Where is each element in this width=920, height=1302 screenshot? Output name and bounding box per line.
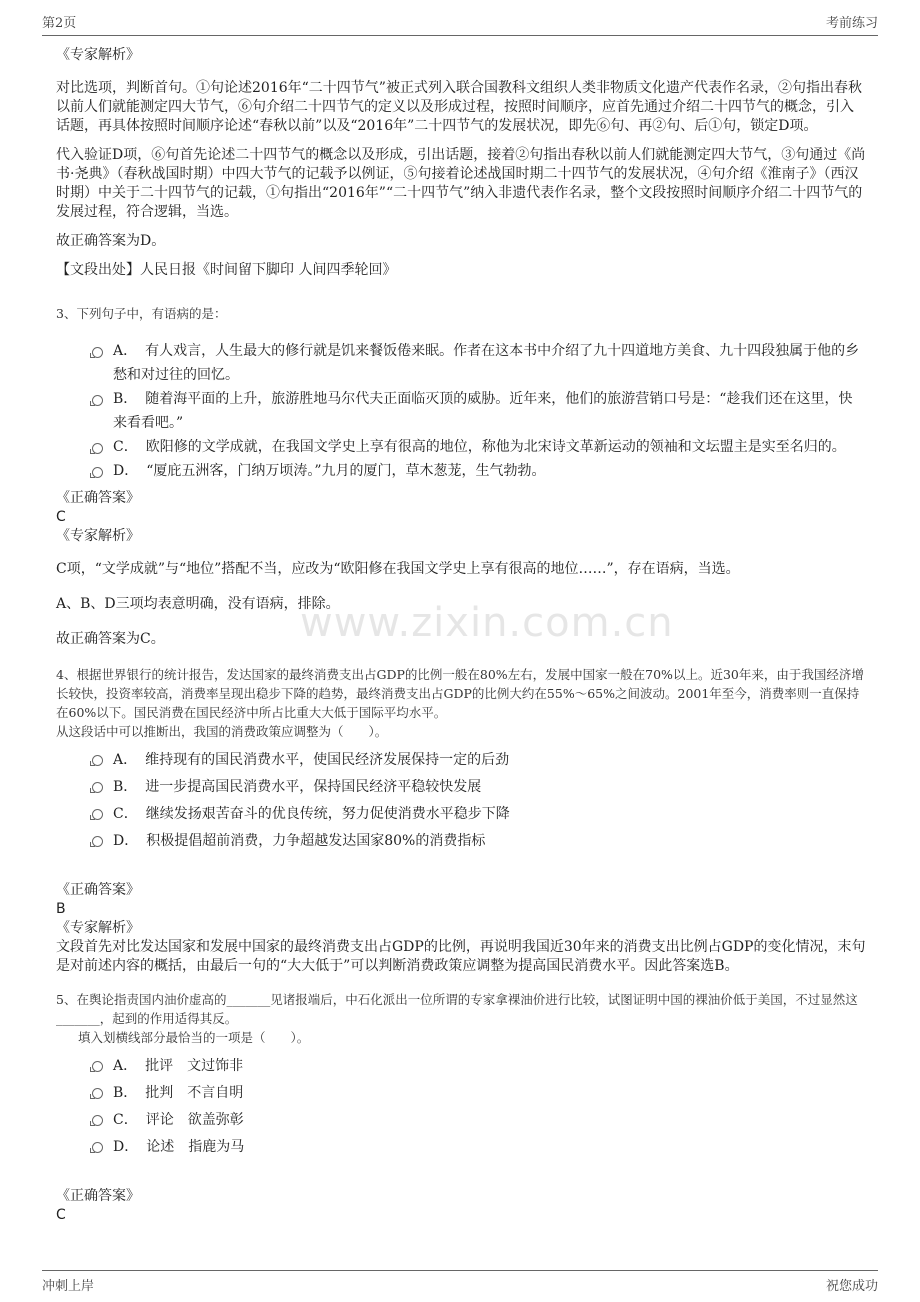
- analysis-conclusion: 故正确答案为D。: [56, 233, 166, 249]
- correct-answer: C: [56, 509, 66, 525]
- option-key: A．: [113, 752, 138, 768]
- analysis-paragraph: 对比选项，判断首句。①句论述2016年“二十四节气”被正式列入联合国教科文组织人类非物质文化遗产代表作名录，②句指出春秋以前人们就能测定四大节气，⑥句介绍二十四节气的定义以及形成过程，按照时间顺序，应首先通过介绍二十四节气的概念，引入话题，再具体按照时间顺序论述“春秋以前”以及“2016年”二十四节气的发展状况，即先⑥句、再②句、后①句，锁定D项。: [56, 80, 862, 134]
- document-body: [56, 46, 866, 1225]
- header-title: 考前练习: [825, 16, 878, 31]
- question-prompt: 填入划横线部分最恰当的一项是（ ）。: [78, 1030, 310, 1045]
- correct-answer-label: 《正确答案》: [56, 490, 140, 506]
- analysis-paragraph: 代入验证D项，⑥句首先论述二十四节气的概念以及形成，引出话题，接着②句指出春秋以前人们就能测定四大节气，③句通过《尚书·尧典》（春秋战国时期）中四大节气的记载予以例证，⑤句接着论述战国时期二十四节气的发展状况，④句介绍《淮南子》（西汉时期）中关于二十四节气的记载，①句指出“2016年”“二十四节气”纳入非遗代表作名录，整个文段按照时间顺序介绍二十四节气的发展过程，符合逻辑，当选。: [56, 147, 866, 220]
- analysis-conclusion: 故正确答案为C。: [56, 631, 165, 647]
- footer-left: 冲刺上岸: [42, 1279, 95, 1294]
- option-text: 批评 文过饰非: [145, 1058, 244, 1074]
- options-list: [56, 747, 866, 855]
- radio-icon[interactable]: [92, 1115, 103, 1126]
- option-key: B．: [113, 1085, 138, 1101]
- option-key: C．: [113, 806, 138, 822]
- correct-answer: B: [56, 901, 66, 917]
- question-stem: 5、在舆论指责国内油价虚高的_______见诸报端后，中石化派出一位所谓的专家拿裸油价进行比较，试图证明中国的裸油价低于美国，不过显然这_______，起到的作用适得其反。: [56, 992, 858, 1026]
- correct-answer-label: 《正确答案》: [56, 1188, 140, 1204]
- option-key: D．: [113, 463, 139, 479]
- radio-icon[interactable]: [92, 836, 103, 847]
- page-number: 第2页: [42, 16, 77, 31]
- option-d[interactable]: [92, 828, 866, 855]
- question-stem: 3、下列句子中，有语病的是：: [56, 306, 227, 321]
- option-a[interactable]: [92, 1053, 866, 1080]
- option-key: C．: [113, 439, 138, 455]
- analysis-label: 《专家解析》: [56, 528, 140, 544]
- option-text: 进一步提高国民消费水平，保持国民经济平稳较快发展: [145, 779, 482, 795]
- option-text: 批判 不言自明: [145, 1085, 244, 1101]
- analysis-paragraph: C项，“文学成就”与“地位”搭配不当，应改为“欧阳修在我国文学史上享有很高的地位……”，存在语病，当选。: [56, 561, 740, 577]
- option-text: 有人戏言，人生最大的修行就是饥来餐饭倦来眠。作者在这本书中介绍了九十四道地方美食、九十四段独属于他的乡愁和对过往的回忆。: [113, 343, 860, 383]
- option-c[interactable]: [92, 801, 866, 828]
- option-b[interactable]: [92, 1080, 866, 1107]
- option-a[interactable]: [92, 747, 866, 774]
- radio-icon[interactable]: [92, 809, 103, 820]
- correct-answer: C: [56, 1207, 66, 1223]
- option-c[interactable]: [92, 435, 866, 459]
- correct-answer-label: 《正确答案》: [56, 882, 140, 898]
- option-key: D．: [113, 1139, 139, 1155]
- radio-icon[interactable]: [92, 443, 103, 454]
- option-key: B．: [113, 779, 138, 795]
- option-b[interactable]: [92, 774, 866, 801]
- question-stem: 4、根据世界银行的统计报告，发达国家的最终消费支出占GDP的比例一般在80%左右，发展中国家一般在70%以上。近30年来，由于我国经济增长较快，投资率较高，消费率呈现出稳步下降的趋势，最终消费支出占GDP的比例大约在55%～65%之间波动。2001年至今，消费率则一直保持在60%以下。国民消费在国民经济中所占比重大大低于国际平均水平。: [56, 667, 864, 720]
- option-b[interactable]: [92, 387, 866, 435]
- analysis-paragraph: 文段首先对比发达国家和发展中国家的最终消费支出占GDP的比例，再说明我国近30年来的消费支出比例占GDP的变化情况，末句是对前述内容的概括，由最后一句的“大大低于”可以判断消费政策应调整为提高国民消费水平。因此答案选B。: [56, 939, 866, 974]
- radio-icon[interactable]: [92, 1142, 103, 1153]
- option-a[interactable]: [92, 339, 866, 387]
- question-prompt: 从这段话中可以推断出，我国的消费政策应调整为（ ）。: [56, 724, 388, 739]
- option-key: B．: [113, 391, 138, 407]
- page-header: [42, 12, 878, 36]
- analysis-paragraph: A、B、D三项均表意明确，没有语病，排除。: [56, 596, 340, 612]
- options-list: [56, 1053, 866, 1161]
- option-text: 评论 欲盖弥彰: [145, 1112, 244, 1128]
- radio-icon[interactable]: [92, 1088, 103, 1099]
- radio-icon[interactable]: [92, 1061, 103, 1072]
- option-text: 继续发扬艰苦奋斗的优良传统，努力促使消费水平稳步下降: [145, 806, 510, 822]
- option-key: D．: [113, 833, 139, 849]
- options-list: [56, 339, 866, 483]
- option-key: A．: [113, 343, 138, 359]
- source-note: 【文段出处】人民日报《时间留下脚印 人间四季轮回》: [56, 262, 397, 278]
- analysis-label: 《专家解析》: [56, 47, 140, 63]
- radio-icon[interactable]: [92, 755, 103, 766]
- option-key: C．: [113, 1112, 138, 1128]
- analysis-label: 《专家解析》: [56, 920, 140, 936]
- option-text: 随着海平面的上升，旅游胜地马尔代夫正面临灭顶的威胁。近年来，他们的旅游营销口号是：“趁我们还在这里，快来看看吧。”: [113, 391, 853, 431]
- option-text: 维持现有的国民消费水平，使国民经济发展保持一定的后劲: [145, 752, 510, 768]
- option-text: 论述 指鹿为马: [146, 1139, 245, 1155]
- radio-icon[interactable]: [92, 467, 103, 478]
- option-text: “厦庇五洲客，门纳万顷涛。”九月的厦门，草木葱茏，生气勃勃。: [146, 463, 546, 479]
- radio-icon[interactable]: [92, 395, 103, 406]
- option-d[interactable]: [92, 459, 866, 483]
- option-text: 欧阳修的文学成就，在我国文学史上享有很高的地位，称他为北宋诗文革新运动的领袖和文坛盟主是实至名归的。: [145, 439, 846, 455]
- option-c[interactable]: [92, 1107, 866, 1134]
- option-key: A．: [113, 1058, 138, 1074]
- footer-right: 祝您成功: [825, 1279, 878, 1294]
- radio-icon[interactable]: [92, 782, 103, 793]
- page-footer: [42, 1270, 878, 1294]
- radio-icon[interactable]: [92, 347, 103, 358]
- option-d[interactable]: [92, 1134, 866, 1161]
- option-text: 积极提倡超前消费，力争超越发达国家80%的消费指标: [146, 833, 486, 849]
- watermark: www.zixin.com.cn: [300, 600, 674, 646]
